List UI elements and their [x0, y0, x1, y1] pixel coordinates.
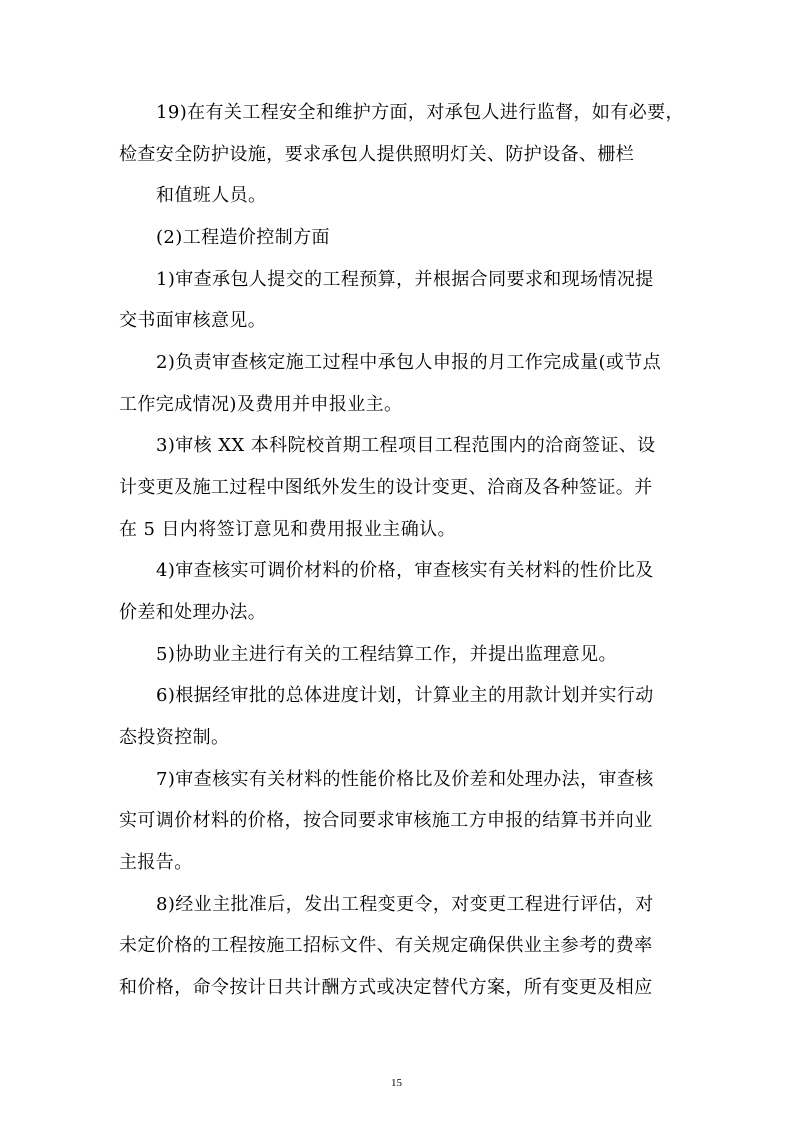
text-line: 4)审查核实可调价材料的价格，审查核实有关材料的性价比及: [156, 560, 654, 581]
text-line: 1)审查承包人提交的工程预算，并根据合同要求和现场情况提: [156, 269, 654, 290]
text-line: 工作完成情况)及费用并申报业主。: [119, 394, 403, 415]
page-number: 15: [391, 1077, 402, 1089]
text-line: 8)经业主批准后，发出工程变更令，对变更工程进行评估，对: [156, 894, 654, 915]
text-line: 未定价格的工程按施工招标文件、有关规定确保供业主参考的费率: [119, 935, 653, 956]
text-line: 态投资控制。: [119, 727, 230, 748]
text-line: 2)负责审查核定施工过程中承包人申报的月工作完成量(或节点: [156, 352, 662, 373]
text-line: 主报告。: [119, 852, 193, 873]
text-line: 19)在有关工程安全和维护方面，对承包人进行监督，如有必要，: [156, 102, 684, 123]
text-line: 7)审查核实有关材料的性能价格比及价差和处理办法，审查核: [156, 769, 654, 790]
text-line: 和值班人员。: [156, 185, 267, 206]
text-line: 5)协助业主进行有关的工程结算工作，并提出监理意见。: [156, 644, 617, 665]
text-line: 交书面审核意见。: [119, 310, 267, 331]
text-line: 价差和处理办法。: [119, 602, 267, 623]
text-line: 计变更及施工过程中图纸外发生的设计变更、洽商及各种签证。并: [119, 477, 653, 498]
text-line: 在 5 日内将签订意见和费用报业主确认。: [119, 519, 456, 540]
text-line: 和价格，命令按计日共计酬方式或决定替代方案，所有变更及相应: [119, 977, 653, 998]
section-heading: (2)工程造价控制方面: [156, 227, 330, 248]
text-line: 6)根据经审批的总体进度计划，计算业主的用款计划并实行动: [156, 685, 654, 706]
text-line: 实可调价材料的价格，按合同要求审核施工方申报的结算书并向业: [119, 810, 653, 831]
text-line: 检查安全防护设施，要求承包人提供照明灯关、防护设备、栅栏: [119, 144, 635, 165]
text-line: 3)审核 XX 本科院校首期工程项目工程范围内的洽商签证、设: [156, 435, 656, 456]
